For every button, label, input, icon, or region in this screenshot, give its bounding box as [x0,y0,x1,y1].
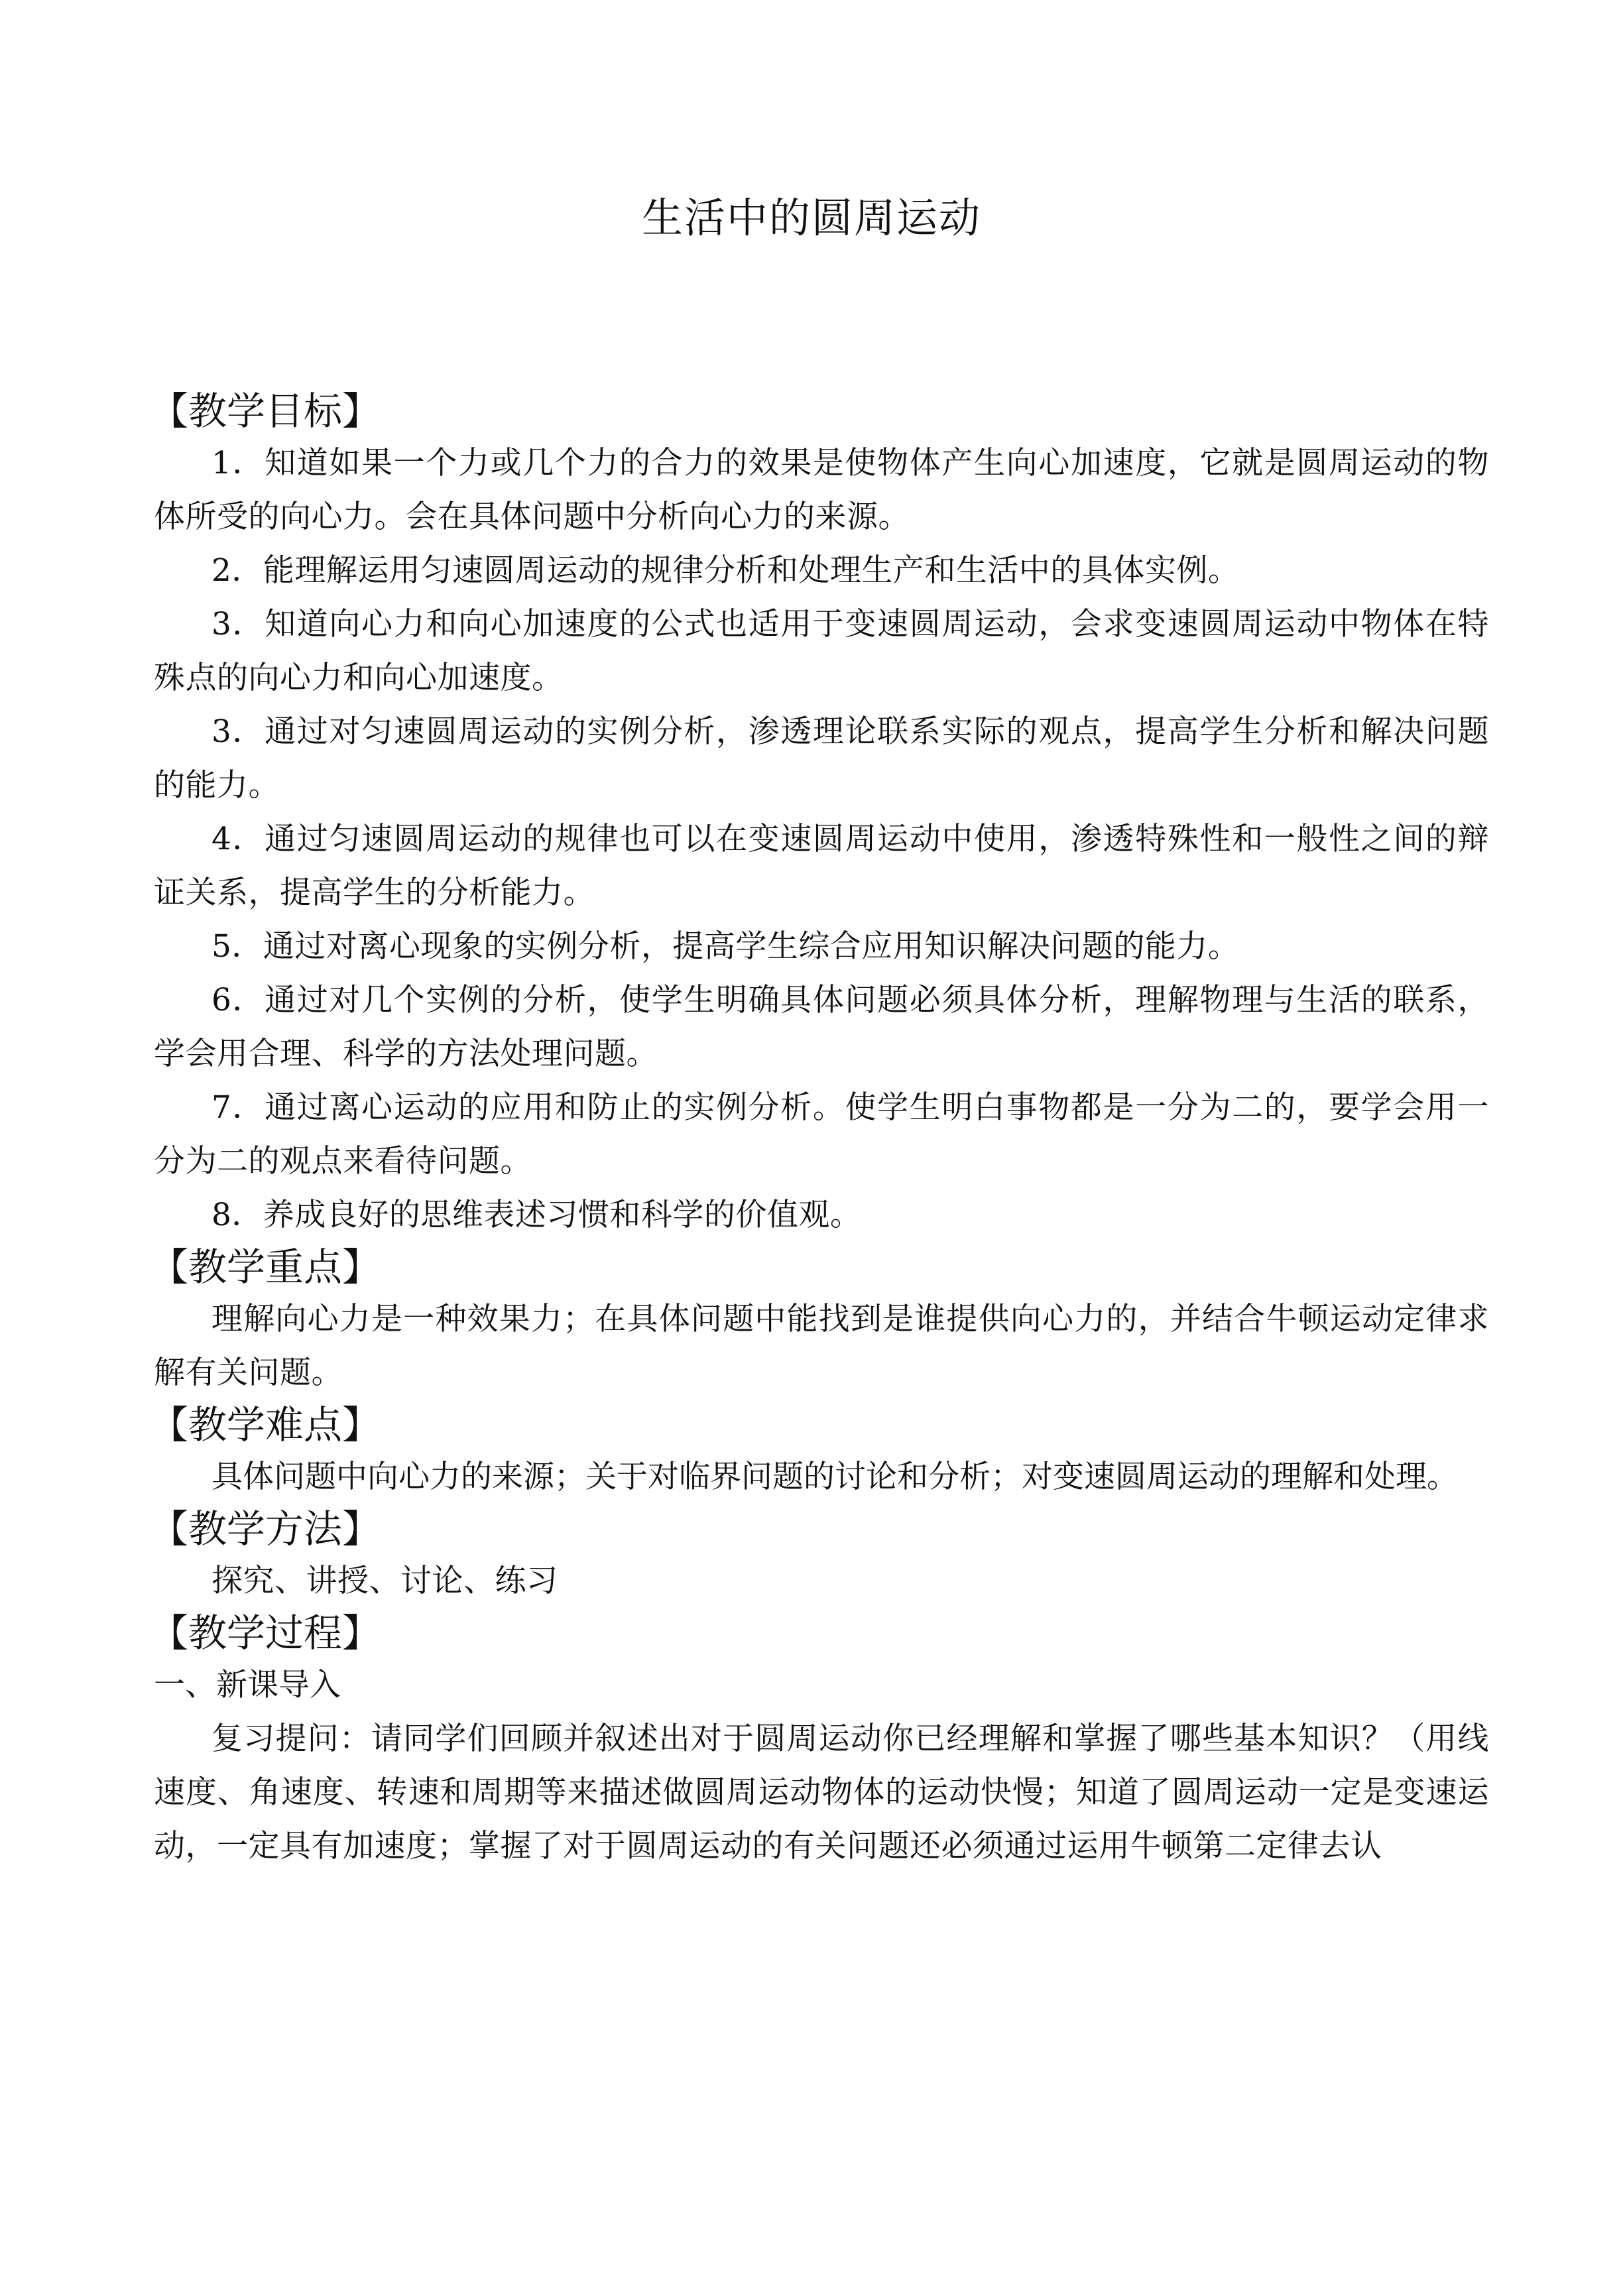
process-subheading: 一、新课导入 [154,1667,341,1703]
methods-heading: 【教学方法】 [150,1506,381,1551]
objective-item-3: 3．知道向心力和向心加速度的公式也适用于变速圆周运动，会求变速圆周运动中物体在特殊点的向心力和向心加速度。 [154,606,1489,696]
document-body [150,386,1489,1873]
objective-item-1: 1．知道如果一个力或几个力的合力的效果是使物体产生向心加速度，它就是圆周运动的物体所受的向心力。会在具体问题中分析向心力的来源。 [154,445,1489,535]
objective-item-4: 3．通过对匀速圆周运动的实例分析，渗透理论联系实际的观点，提高学生分析和解决问题的能力。 [154,713,1489,804]
objectives-heading: 【教学目标】 [150,389,381,434]
process-heading: 【教学过程】 [150,1610,381,1656]
page-title: 生活中的圆周运动 [641,194,981,242]
key-points-heading: 【教学重点】 [150,1244,381,1290]
objective-item-2: 2．能理解运用匀速圆周运动的规律分析和处理生产和生活中的具体实例。 [211,552,1240,589]
difficulties-heading: 【教学难点】 [150,1402,381,1447]
difficulties-text: 具体问题中向心力的来源；关于对临界问题的讨论和分析；对变速圆周运动的理解和处理。 [211,1459,1458,1495]
objective-item-9: 8．养成良好的思维表述习惯和科学的价值观。 [211,1197,862,1233]
process-text: 复习提问：请同学们回顾并叙述出对于圆周运动你已经理解和掌握了哪些基本知识？（用线速度、角速度、转速和周期等来描述做圆周运动物体的运动快慢；知道了圆周运动一定是变速运动，一定具有加速度；掌握了对于圆周运动的有关问题还必须通过运用牛顿第二定律去认 [154,1721,1489,1864]
objective-item-7: 6．通过对几个实例的分析，使学生明确具体问题必须具体分析，理解物理与生活的联系，学会用合理、科学的方法处理问题。 [154,982,1489,1072]
objective-item-5: 4．通过匀速圆周运动的规律也可以在变速圆周运动中使用，渗透特殊性和一般性之间的辩证关系，提高学生的分析能力。 [154,821,1489,911]
key-points-text: 理解向心力是一种效果力；在具体问题中能找到是谁提供向心力的，并结合牛顿运动定律求解有关问题。 [154,1301,1489,1391]
objective-item-8: 7．通过离心运动的应用和防止的实例分析。使学生明白事物都是一分为二的，要学会用一分为二的观点来看待问题。 [154,1089,1489,1179]
methods-text: 探究、讲授、讨论、练习 [211,1563,558,1599]
objective-item-6: 5．通过对离心现象的实例分析，提高学生综合应用知识解决问题的能力。 [211,928,1240,965]
